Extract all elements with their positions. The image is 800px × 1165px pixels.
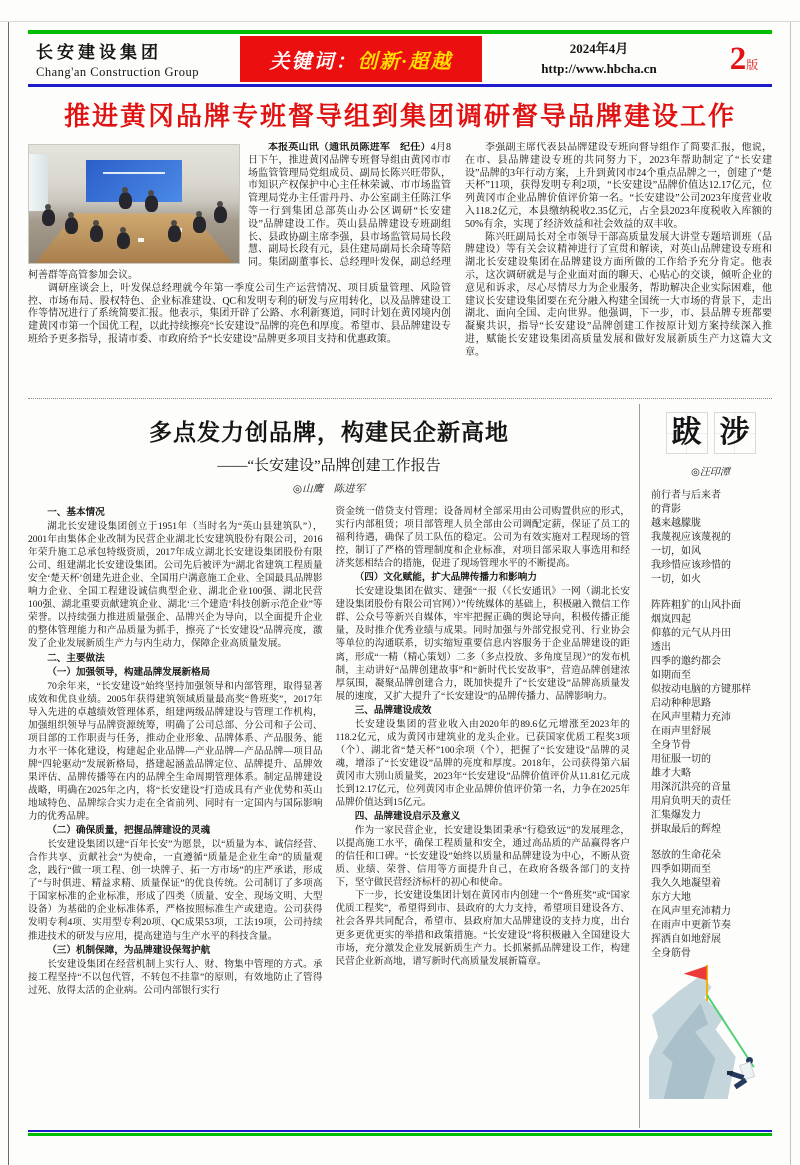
lower-section: [28, 404, 772, 1128]
article-paragraph: 李强副主席代表县品牌建设专班向督导组作了简要汇报，他说，在市、县品牌建设专班的共同努力下，2023年帮助制定了“长安建设”品牌的3年行动方案，上升到黄冈市24个重点品牌之一，创建了“楚天杯”11项，获得发明专利2项，“长安建设”品牌价值达12.17亿元，位列黄冈市企业品牌价值评价第一名。“长安建设”公司2023年度营业收入118.2亿元，本县缴纳税收2.35亿元，占全县2023年度税收入库额的50%有余，实现了经济效益和社会效益的双丰收。: [465, 142, 772, 230]
edition-suffix: 版: [746, 57, 759, 72]
climber-illustration: [649, 965, 772, 1103]
article2-column-2: [336, 505, 631, 997]
poem-body: [649, 489, 772, 961]
person-figure: [119, 192, 132, 209]
poem-line: 在雨声中更新节奏: [651, 920, 731, 931]
person-figure: [90, 225, 103, 242]
article-paragraph: 资金统一借贷支付管理；设备周材全部采用由公司购置供应的形式，实行内部租赁；项目部管理人员全部由公司调配定薪，保证了员工的福利待遇，确保了员工队伍的稳定。公司为有效实施对工程现场的管控，制订了严格的管理制度和企业标准，对项目部采取人事选用和经济奖惩相结合的措施，促进了现场管理水平的不断提高。: [335, 506, 630, 570]
poem-line: 仰慕的元气从丹田: [651, 628, 731, 639]
poem-line: 似按动电脑的方键那样: [651, 684, 751, 695]
poem-line: 阵阵粗犷的山风扑面: [651, 600, 741, 611]
section-heading: （二）确保质量，把握品牌建设的灵魂: [47, 825, 211, 837]
article-paragraph: 70余年来，“长安建设”始终坚持加强领导和内部管理，取得显著成效和优良业绩。2005年获得建筑领域质量最高奖“鲁班奖”，2017年导入先进的卓越绩效管理体系，组建两级品牌建设与管理工作机构，加强组织领导与品牌资源统筹，明确了公司总部、分公司和子公司、项目部的工作职责与任务，推动企业形象、品牌体系、产品服务、能力水平一体化建设，构建起企业品牌—产业品牌—产品品牌—项目品牌“四轮驱动”发展新格局，搭建起涵盖品牌定位、品牌提升、品牌效果评估、品牌传播等在内的品牌全生命周期管理体系。制定品牌建设战略，明确在2025年之内，将“长安建设”打造成具有产业优势和英山地域特色、品牌综合实力走在全省前列、同时有一定国内与国际影响力的优秀品牌。: [28, 680, 323, 823]
section-divider-dotted: [28, 398, 772, 399]
poem-line: 全身筋骨: [651, 948, 691, 959]
poem-line: 我久久地凝望着: [651, 878, 721, 889]
person-figure: [168, 225, 181, 242]
issue-url: http://www.hbcha.cn: [541, 61, 657, 76]
dateline-lead: 本报英山讯（通讯员陈进军 纪任）: [268, 142, 431, 153]
article-paragraph: 湖北长安建设集团创立于1951年（当时名为“英山县建筑队”），2001年由集体企业改制为民营企业湖北长安建筑股份有限公司，2016年荣升施工总承包特级资质，2017年成立湖北长安建设集团股份有限公司、组建湖北长安建设集团。公司先后被评为“湖北省建筑工程质量安全‘楚天杯’创建先进企业、全国用户满意施工企业、全国最具品牌影响力企业、全国工程建设诚信典型企业、湖北企业100强、湖北民营100强、湖北重要贡献建筑企业、湖北‘三个建造’科技创新示范企业”等荣誉。以持续强力推进质量强企、品牌兴企为导向，以全面提升企业的整体管理能力和产品质量为抓手，擦亮了“长安建设”品牌亮度，激发了企业发展新质生产力与内生动力，保障企业高质量发展。: [28, 521, 323, 650]
person-figure: [65, 217, 78, 234]
article-paragraph: 长安建设集团在做实、建强“一报（《长安通讯》一网（湖北长安建设集团股份有限公司官网））”传统媒体的基础上，积极融入微信工作群、公众号等新兴自媒体，牢牢把握正确的舆论导向，积极传播正能量，及时推介优秀业绩与成果。同时加强与外部党报党刊、行业协会等单位的沟通联系，切实缩短重要信息内容服务于企业品牌建设的距离，形成“一精（精心策划）二多（多点投放、多角度呈现）”的发布机制，主动讲好“品牌创建故事”和“新时代长安故事”，营造品牌创建浓厚氛围，凝聚品牌创建合力，既加快提升了“长安建设”品牌高质量发展的速度，又扩大提升了“长安建设”的品牌传播力、品牌影响力。: [335, 586, 630, 702]
paper: [138, 238, 144, 242]
poem-title-char: 跋: [666, 412, 708, 454]
page-left-edge: [8, 22, 9, 1165]
window-light: [29, 154, 48, 211]
poem-line: 的背影: [651, 504, 681, 515]
article-paragraph: 长安建设集团在经营机制上实行人、财、物集中管理的方式。承接工程坚持“不以包代管，不转包不挂靠”的原则，有效地防止了管得过死、放得太活的企业病。公司内部银行实行: [28, 958, 323, 996]
article-paragraph: 长安建设集团以建“百年长安”为愿景，以“质量为本、诚信经营、合作共享、贡献社会”为使命，一直遵循“质量是企业生命”的质量观念，践行“做一项工程、创一块牌子、拓一方市场”的庄严承诺，形成了“与时俱进、精益求精、质量保证”的优良传统。公司制订了多项高于国家标准的企业标准，形成了四类（质量、安全、现场文明、大型设备）为基础的企业标准体系，严格按照标准生产或建造。公司获得发明专利4项、实用型专利20项、QC成果53项，工法19项，公司持续推进技术的研发与应用，提高建造与生产水平的科技含量。: [28, 839, 323, 942]
brand-name-en: Chang'an Construction Group: [36, 65, 199, 79]
poem-line: 四季的邀约都会: [651, 656, 721, 667]
article2-column-1: [28, 505, 323, 997]
article2-subtitle: ——“长安建设”品牌创建工作报告: [217, 458, 441, 474]
poem-line: 怒放的生命花朵: [651, 850, 721, 861]
poem-stanza-gap: [651, 837, 772, 849]
section-heading: 一、基本情况: [47, 507, 105, 518]
article1-column-2: [465, 142, 772, 394]
poem-line: 用深沉洪亮的音量: [651, 782, 731, 793]
poem-line: 用征服一切的: [651, 754, 711, 765]
person-figure: [214, 206, 227, 223]
meeting-photo: [28, 144, 240, 264]
poem-line: 一切，如火: [651, 574, 701, 585]
brand-name-cn: 长安建设集团: [36, 43, 162, 62]
poem-line: 我珍惜应该珍惜的: [651, 560, 731, 571]
article-paragraph: 长安建设集团的营业收入由2020年的89.6亿元增涨至2023年的118.2亿元，成为黄冈市建筑业的龙头企业。已获国家优质工程奖3项（个）、湖北省“楚天杯”100余项（个），把握了“长安建设”品牌的灵魂，增添了“长安建设”品牌的亮度和厚度。2018年，公司获得第六届黄冈市大别山质量奖，2023年“长安建设”品牌价值评价从11.81亿元成长到12.17亿元，位列黄冈市企业品牌价值评价第一名，力争在2025年品牌价值达到15亿元。: [335, 718, 630, 809]
masthead: [28, 30, 772, 87]
poem-line: 拼取最后的辉煌: [651, 824, 721, 835]
poem-line: 四季如期而至: [651, 864, 711, 875]
poem-line: 前行者与后来者: [651, 490, 721, 501]
article2-byline: ◎山鹰 陈进军: [292, 484, 366, 495]
keyword-banner: [240, 36, 482, 82]
poem-line: 雄才大略: [651, 768, 691, 779]
article-paragraph: 本报英山讯（通讯员陈进军 纪任）4月8日下午，推进黄冈品牌专班督导组由黄冈市市场监管管理局党组成员、副局长陈兴旺带队，市知识产权保护中心主任林荣诚、市市场监管管理局党办主任雷丹丹、办公室副主任陈江华等一行到集团总部英山办公区调研“长安建设”品牌建设工作。英山县品牌建设专班副组长、县政协副主席李强，县市场监管局局长段慧、副局长段有元，县住建局副局长余琦等陪同。集团副董事长、总经理叶发保，副总经理柯善群等高管参加会议。: [28, 142, 452, 281]
climber-leg: [734, 1078, 748, 1089]
article1-body: [28, 142, 772, 394]
poem-line: 挥洒自如地舒展: [651, 934, 721, 945]
article2: [28, 404, 640, 1128]
brand-block: [28, 34, 240, 84]
article-paragraph: 作为一家民营企业，长安建设集团秉承“行稳致远”的发展理念，以提高施工水平，确保工程质量和安全，通过高品质的产品赢得客户的信任和口碑。“长安建设”始终以质量和品牌建设为中心，不断从资质、业绩、荣誉、信用等方面提升自己，在政府各级各部门的支持下，坚守做民营经济标杆的初心和使命。: [335, 825, 630, 889]
section-heading: （一）加强领导，构建品牌发展新格局: [47, 666, 211, 678]
poem-line: 启动种种思路: [651, 698, 711, 709]
poem-line: 越来越朦胧: [651, 518, 701, 529]
poem-title-char: 涉: [714, 412, 756, 454]
section-heading: （三）机制保障，为品牌建设保驾护航: [47, 944, 211, 956]
poem-sidebar: [640, 404, 772, 1128]
poem-line: 用肩负明天的责任: [651, 796, 731, 807]
article1-headline: 推进黄冈品牌专班督导组到集团调研督导品牌建设工作: [63, 101, 736, 131]
poem-author: ◎汪印潭: [691, 467, 730, 478]
issue-date: 2024年4月: [569, 40, 629, 56]
red-flag: [684, 966, 707, 980]
edition-number: 2: [729, 40, 747, 77]
poem-line: 在风声里充沛精力: [651, 906, 731, 917]
poem-line: 在风声里精力充沛: [651, 712, 731, 723]
section-heading: 三、品牌建设成效: [354, 704, 432, 716]
person-figure: [117, 232, 130, 249]
poem-line: 一切，如风: [651, 546, 701, 557]
poem-stanza-gap: [651, 587, 772, 599]
person-figure: [145, 195, 158, 212]
article-paragraph: 下一步，长安建设集团计划在黄冈市内创建一个“鲁班奖”或“国家优质工程奖”，希望得到市、县政府的大力支持，希望项目建设各方、社会各界共同配合，希望市、县政府加大品牌建设的支持力度，出台更多更优更实的举措和政策措施。“长安建设”将积极融入全国建设大市场，充分激发企业发展新质生产力。长抓紧抓品牌建设工作，构建民营企业新高地，谱写新时代高质量发展新篇章。: [335, 890, 630, 967]
person-figure: [42, 209, 55, 226]
poem-line: 透出: [651, 642, 671, 653]
page-right-edge: [790, 22, 791, 1165]
projection-screen: [86, 160, 183, 201]
edition-badge: [716, 41, 772, 78]
masthead-blue-rule: [28, 84, 772, 87]
climber-foot: [727, 1071, 733, 1075]
footer-green-rule: [28, 1133, 772, 1136]
poem-line: 在雨声里舒展: [651, 726, 711, 737]
poem-line: 我蔑视应该蔑视的: [651, 532, 731, 543]
climber-figure: [730, 1057, 760, 1093]
footer-blue-rule: [28, 1130, 772, 1132]
person-figure: [193, 216, 206, 233]
section-heading: （四）文化赋能，扩大品牌传播力和影响力: [354, 572, 537, 584]
page-top-edge: [0, 21, 800, 22]
article2-title: 多点发力创品牌，构建民企新高地: [149, 419, 509, 445]
poem-line: 如期而至: [651, 670, 691, 681]
section-heading: 四、品牌建设启示及意义: [354, 811, 461, 823]
poem-title: [649, 412, 772, 454]
poem-line: 东方大地: [651, 892, 691, 903]
article-paragraph: 调研座谈会上，叶发保总经理就今年第一季度公司生产运营情况、项目质量管理、风险管控、市场布局、股权特色、企业标准建设、QC和发明专利的研发与应用转化，以及品牌建设工作等情况进行了系统简要汇报。他表示，集团开辟了公路、水利新赛道，同时计划在黄冈境内创建黄冈市第一个国优工程，以此持续擦亮“长安建设”品牌的亮色和厚度。希望市、县品牌建设专班给予更多指导，报请市委、市政府给予“长安建设”品牌更多项目支持和优惠政策。: [28, 282, 451, 345]
poem-line: 汇集爆发力: [651, 810, 701, 821]
article1-column-1: [28, 142, 451, 394]
issue-info: [482, 39, 716, 79]
keyword-label: 关键词：: [269, 50, 358, 73]
poem-line: 全身节骨: [651, 740, 691, 751]
article-paragraph: 陈兴旺副局长对全市领导干部高质量发展大讲堂专题培训班（品牌建设）等有关会议精神进行了宣贯和解读，对英山品牌建设专班和湖北长安建设集团在品牌建设方面所做的工作给予充分肯定。他表示，这次调研就是与企业面对面的聊天、心贴心的交谈，倾听企业的意见和诉求，尽心尽情尽力为企业服务，帮助解决企业实际困难，他建议长安建设集团要在充分融入构建全国统一大市场的背景下，走出湖北、面向全国、走向世界。他强调，下一步，市、县品牌专班都要凝聚共识，指导“长安建设”品牌创建工作按原计划方案持续深入推进，赋能长安建设集团高质量发展和做好发展新质生产力这篇大文章。: [465, 231, 772, 358]
section-heading: 二、主要做法: [47, 652, 105, 664]
keyword-value: 创新·超越: [357, 50, 453, 73]
poem-line: 烟岚四起: [651, 614, 691, 625]
